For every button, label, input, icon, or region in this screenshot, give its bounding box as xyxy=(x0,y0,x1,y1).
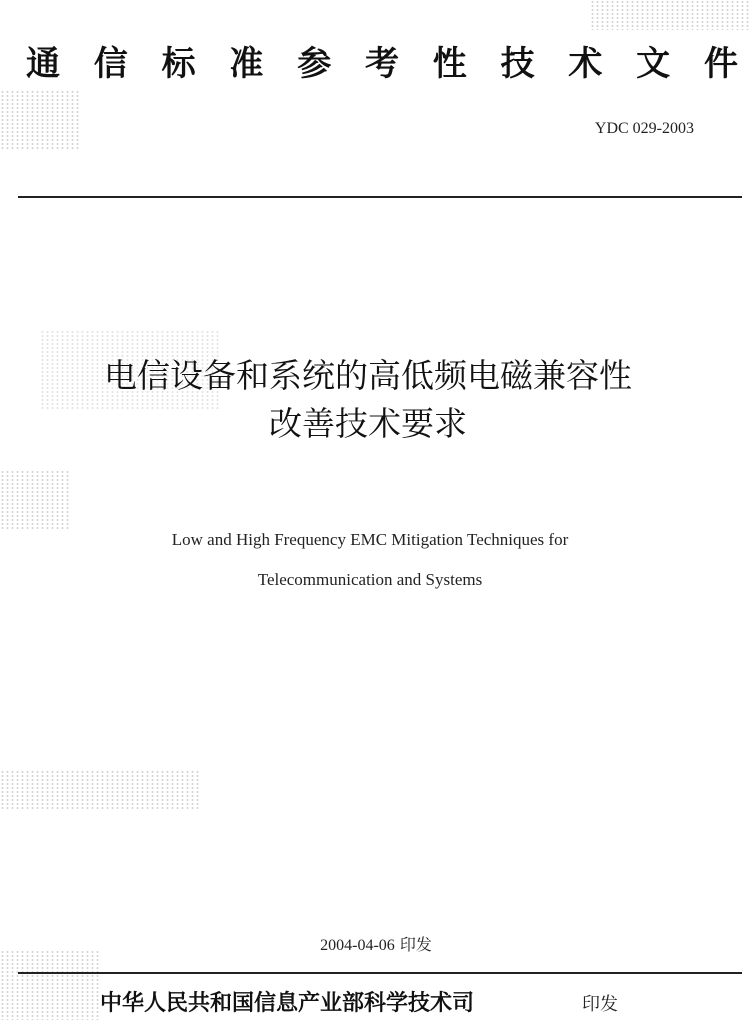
header-char: 准 xyxy=(229,44,264,84)
issue-date-label: 印发 xyxy=(399,935,432,954)
header-char: 性 xyxy=(432,44,467,84)
bottom-divider xyxy=(18,972,742,974)
header-char: 标 xyxy=(161,44,196,84)
publisher-suffix: 印发 xyxy=(582,994,618,1015)
scan-noise xyxy=(0,950,100,1020)
document-header xyxy=(22,36,742,85)
issue-date-value: 2004-04-06 xyxy=(320,937,395,954)
top-divider xyxy=(18,196,742,198)
title-cn-line1: 电信设备和系统的高低频电磁兼容性 xyxy=(104,356,632,395)
header-char: 信 xyxy=(93,44,128,84)
standard-number: YDC 029-2003 xyxy=(594,120,694,137)
header-char: 参 xyxy=(297,44,332,84)
scan-noise xyxy=(0,770,200,810)
header-char: 件 xyxy=(703,44,738,84)
title-en-line2: Telecommunication and Systems xyxy=(257,570,483,589)
scan-noise xyxy=(590,0,750,30)
title-en-line1: Low and High Frequency EMC Mitigation Techniques for xyxy=(171,530,569,549)
header-char: 文 xyxy=(636,44,671,84)
scan-noise xyxy=(0,470,70,530)
header-char: 技 xyxy=(500,44,535,84)
header-char: 术 xyxy=(568,44,603,84)
header-char: 考 xyxy=(364,44,399,84)
title-cn-line2: 改善技术要求 xyxy=(269,404,467,443)
header-char: 通 xyxy=(26,44,60,84)
publisher-name: 中华人民共和国信息产业部科学技术司 xyxy=(100,991,475,1016)
scan-noise xyxy=(0,90,80,150)
issue-date xyxy=(0,932,752,955)
